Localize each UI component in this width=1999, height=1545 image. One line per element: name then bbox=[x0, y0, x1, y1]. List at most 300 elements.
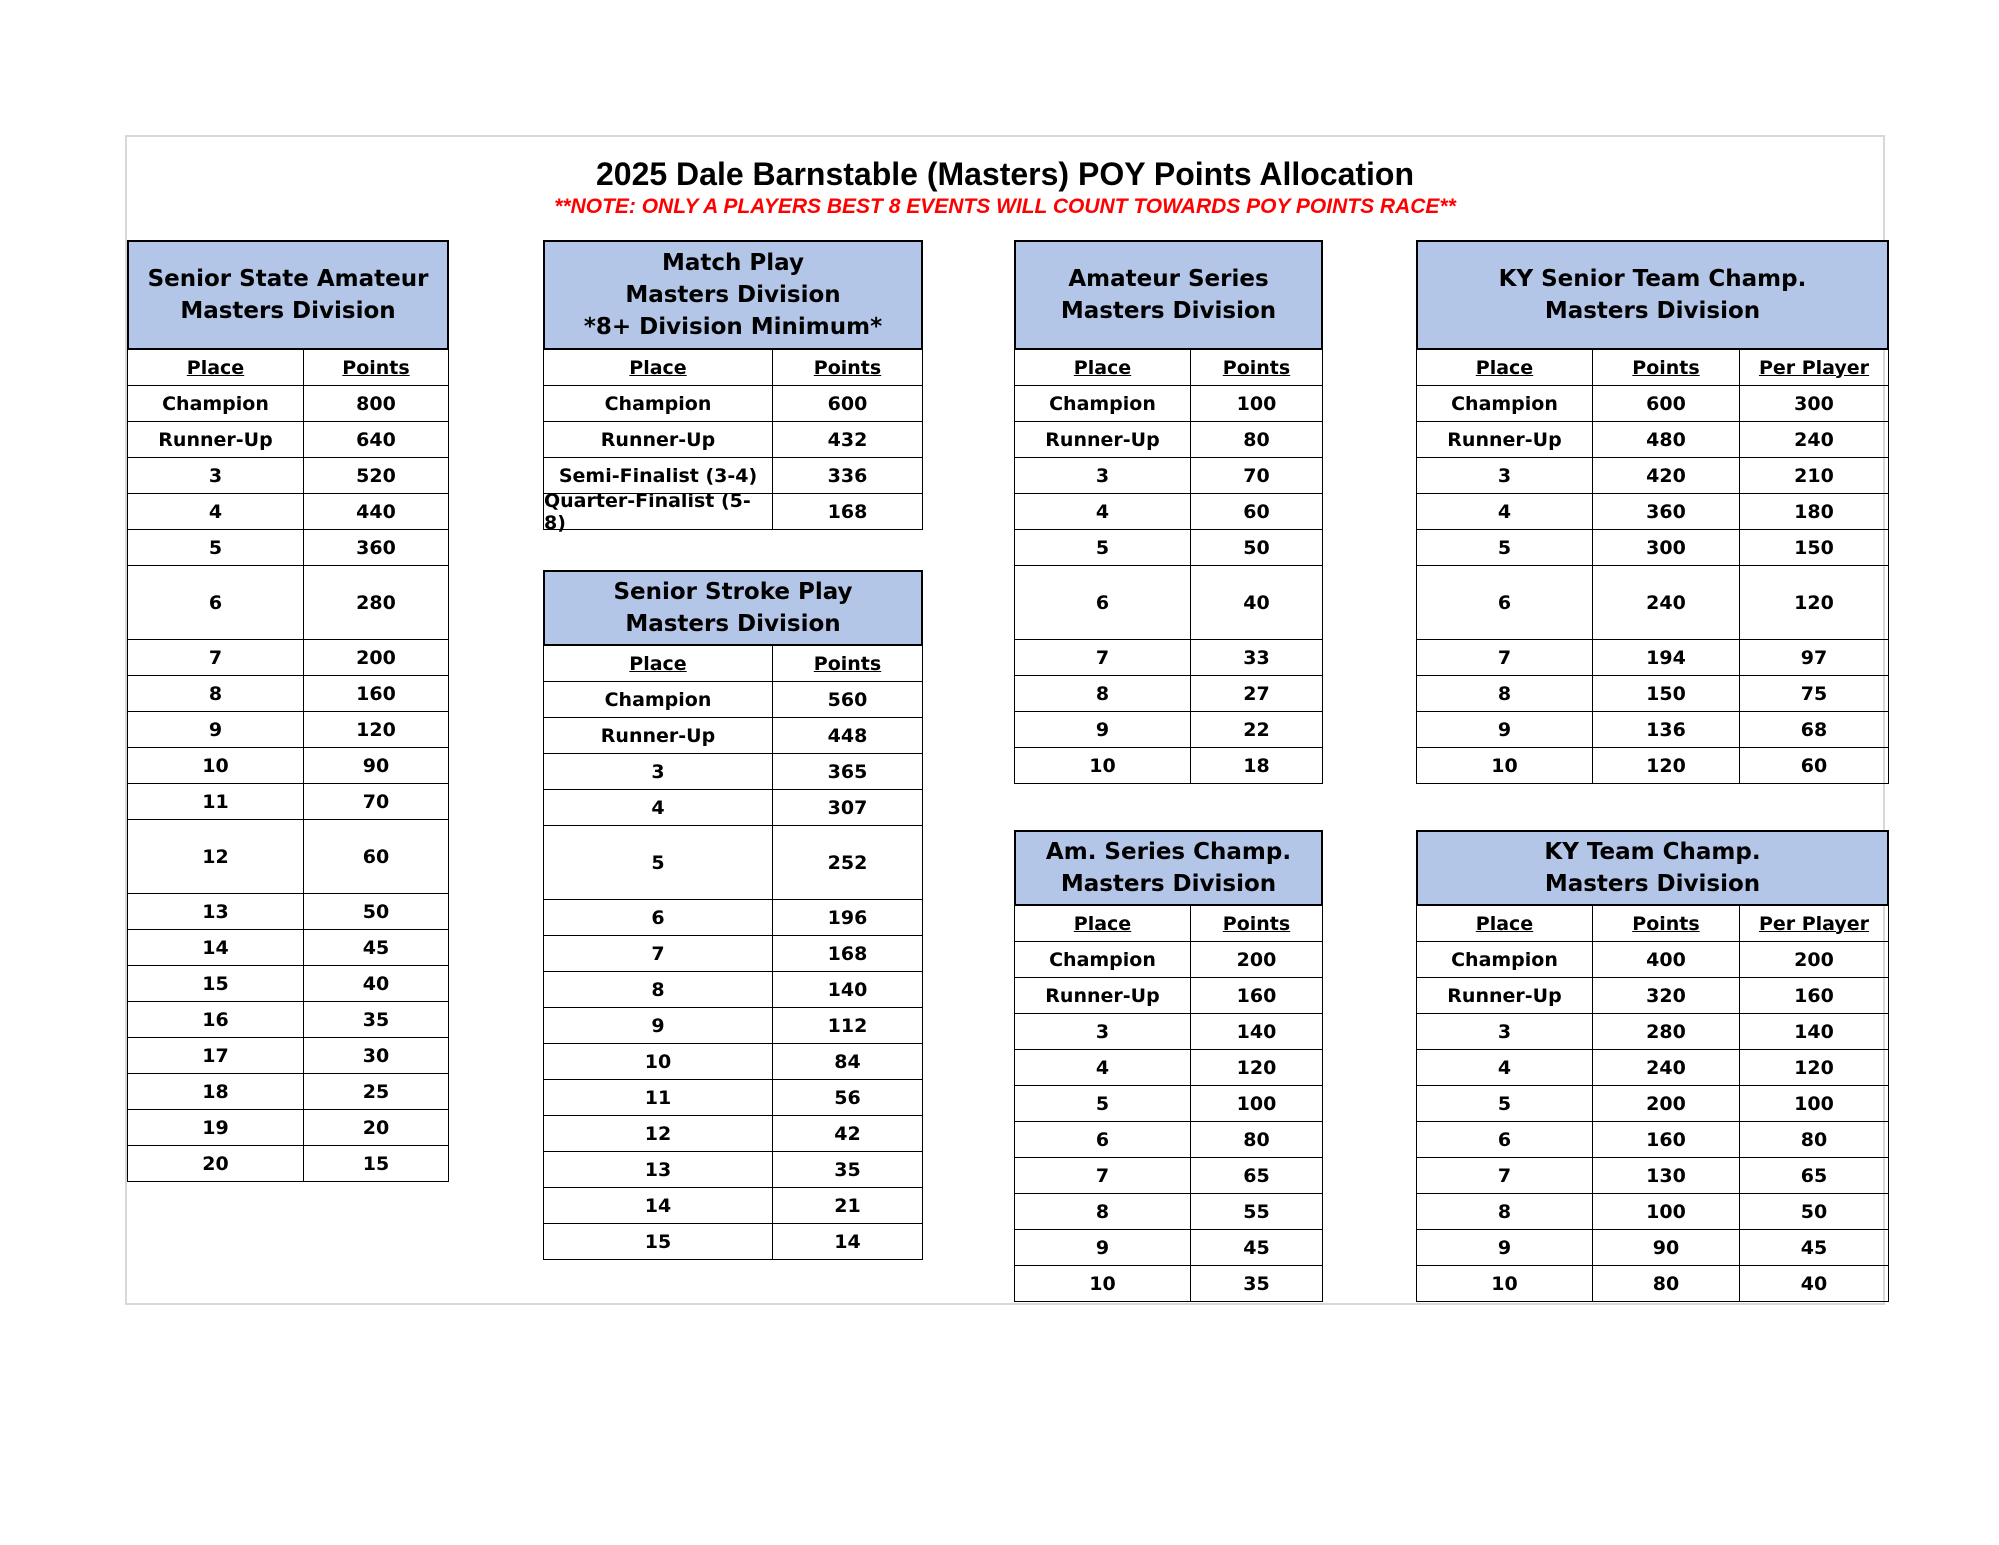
place-cell: 7 bbox=[1014, 1157, 1191, 1194]
place-cell: 5 bbox=[1014, 1085, 1191, 1122]
points-cell: 50 bbox=[1190, 529, 1323, 566]
place-cell: 3 bbox=[127, 457, 304, 494]
column-header: Place bbox=[543, 349, 773, 386]
column-header: Place bbox=[1416, 349, 1593, 386]
points-cell: 42 bbox=[772, 1115, 923, 1152]
points-cell: 252 bbox=[772, 825, 923, 900]
table-row bbox=[1014, 1266, 1323, 1302]
page-title: 2025 Dale Barnstable (Masters) POY Points Allocation bbox=[595, 156, 1415, 192]
column-header: Points bbox=[1190, 905, 1323, 942]
table-title-line: Masters Division bbox=[1060, 871, 1277, 897]
points-cell: 432 bbox=[772, 421, 923, 458]
place-cell: 5 bbox=[1416, 1085, 1593, 1122]
points-cell: 800 bbox=[303, 385, 449, 422]
column-header: Points bbox=[772, 645, 923, 682]
points-cell: 160 bbox=[303, 675, 449, 712]
points-cell: 18 bbox=[1190, 747, 1323, 784]
place-cell: 14 bbox=[543, 1187, 773, 1224]
table-row bbox=[1416, 640, 1889, 676]
table-row bbox=[543, 489, 923, 534]
table-row bbox=[1014, 530, 1323, 566]
points-cell: 14 bbox=[772, 1223, 923, 1260]
per-player-cell: 120 bbox=[1739, 1049, 1889, 1086]
senior-state-amateur-table bbox=[127, 240, 449, 1182]
per-player-cell: 120 bbox=[1739, 565, 1889, 640]
place-cell: 19 bbox=[127, 1109, 304, 1146]
column-header-row bbox=[1416, 906, 1889, 942]
place-cell: 6 bbox=[1014, 1121, 1191, 1158]
column-header: Points bbox=[1592, 905, 1740, 942]
place-cell: Semi-Finalist (3-4) bbox=[543, 457, 773, 494]
points-cell: 360 bbox=[1592, 493, 1740, 530]
points-cell: 320 bbox=[1592, 977, 1740, 1014]
table-row bbox=[127, 712, 449, 748]
place-cell: Runner-Up bbox=[127, 421, 304, 458]
points-cell: 33 bbox=[1190, 639, 1323, 676]
per-player-cell: 65 bbox=[1739, 1157, 1889, 1194]
table-title-line: Amateur Series bbox=[1068, 266, 1269, 292]
table-row bbox=[127, 1002, 449, 1038]
per-player-cell: 150 bbox=[1739, 529, 1889, 566]
table-row bbox=[1416, 494, 1889, 530]
place-cell: 4 bbox=[1416, 493, 1593, 530]
column-header: Place bbox=[543, 645, 773, 682]
points-cell: 35 bbox=[1190, 1265, 1323, 1302]
points-cell: 80 bbox=[1190, 1121, 1323, 1158]
table-row bbox=[543, 1224, 923, 1260]
column-header: Points bbox=[303, 349, 449, 386]
points-cell: 440 bbox=[303, 493, 449, 530]
table-row bbox=[127, 494, 449, 530]
place-cell: 11 bbox=[127, 783, 304, 820]
per-player-cell: 97 bbox=[1739, 639, 1889, 676]
table-row bbox=[1416, 1194, 1889, 1230]
points-cell: 160 bbox=[1592, 1121, 1740, 1158]
points-cell: 100 bbox=[1592, 1193, 1740, 1230]
place-cell: 4 bbox=[1014, 493, 1191, 530]
match-play-table bbox=[543, 240, 923, 534]
place-cell: 7 bbox=[543, 935, 773, 972]
place-cell: 8 bbox=[1416, 675, 1593, 712]
table-row bbox=[1014, 1014, 1323, 1050]
place-cell: 7 bbox=[127, 639, 304, 676]
place-cell: Champion bbox=[1416, 941, 1593, 978]
table-row bbox=[543, 790, 923, 826]
place-cell: 5 bbox=[127, 529, 304, 566]
place-cell: Runner-Up bbox=[1014, 977, 1191, 1014]
place-cell: Champion bbox=[543, 385, 773, 422]
points-cell: 90 bbox=[303, 747, 449, 784]
table-row bbox=[127, 748, 449, 784]
points-cell: 240 bbox=[1592, 1049, 1740, 1086]
points-cell: 70 bbox=[303, 783, 449, 820]
place-cell: 3 bbox=[1014, 1013, 1191, 1050]
per-player-cell: 50 bbox=[1739, 1193, 1889, 1230]
table-row bbox=[1014, 566, 1323, 640]
table-row bbox=[1416, 942, 1889, 978]
points-cell: 520 bbox=[303, 457, 449, 494]
place-cell: 7 bbox=[1416, 639, 1593, 676]
table-row bbox=[1416, 1014, 1889, 1050]
place-cell: 9 bbox=[1014, 711, 1191, 748]
table-row bbox=[1416, 386, 1889, 422]
table-row bbox=[1416, 1122, 1889, 1158]
points-cell: 40 bbox=[303, 965, 449, 1002]
table-header bbox=[127, 240, 449, 350]
place-cell: 8 bbox=[1014, 1193, 1191, 1230]
points-cell: 150 bbox=[1592, 675, 1740, 712]
place-cell: 8 bbox=[127, 675, 304, 712]
place-cell: 10 bbox=[1416, 1265, 1593, 1302]
place-cell: 10 bbox=[1416, 747, 1593, 784]
table-row bbox=[127, 784, 449, 820]
column-header-row bbox=[127, 350, 449, 386]
points-cell: 200 bbox=[1190, 941, 1323, 978]
table-row bbox=[543, 1044, 923, 1080]
table-row bbox=[127, 820, 449, 894]
place-cell: 6 bbox=[543, 899, 773, 936]
points-cell: 15 bbox=[303, 1145, 449, 1182]
place-cell: 9 bbox=[1014, 1229, 1191, 1266]
per-player-cell: 45 bbox=[1739, 1229, 1889, 1266]
points-cell: 80 bbox=[1190, 421, 1323, 458]
table-row bbox=[127, 1110, 449, 1146]
table-row bbox=[1014, 1050, 1323, 1086]
place-cell: Champion bbox=[1014, 941, 1191, 978]
place-cell: 6 bbox=[1014, 565, 1191, 640]
table-row bbox=[127, 1146, 449, 1182]
table-row bbox=[1014, 1230, 1323, 1266]
table-row bbox=[1014, 386, 1323, 422]
am-series-champ-table bbox=[1014, 830, 1323, 1302]
place-cell: Runner-Up bbox=[543, 717, 773, 754]
table-row bbox=[543, 1152, 923, 1188]
points-cell: 21 bbox=[772, 1187, 923, 1224]
table-row bbox=[1014, 640, 1323, 676]
table-title-line: Senior Stroke Play bbox=[613, 579, 853, 605]
points-cell: 420 bbox=[1592, 457, 1740, 494]
column-header: Points bbox=[1592, 349, 1740, 386]
place-cell: 12 bbox=[543, 1115, 773, 1152]
senior-stroke-play-table bbox=[543, 570, 923, 1260]
place-cell: 15 bbox=[127, 965, 304, 1002]
table-row bbox=[1014, 494, 1323, 530]
table-row bbox=[127, 422, 449, 458]
place-cell: 9 bbox=[127, 711, 304, 748]
place-cell: 9 bbox=[543, 1007, 773, 1044]
points-cell: 640 bbox=[303, 421, 449, 458]
ky-team-table bbox=[1416, 830, 1889, 1302]
table-row bbox=[127, 676, 449, 712]
points-cell: 20 bbox=[303, 1109, 449, 1146]
points-cell: 80 bbox=[1592, 1265, 1740, 1302]
table-row bbox=[127, 930, 449, 966]
table-row bbox=[1014, 422, 1323, 458]
place-cell: 6 bbox=[127, 565, 304, 640]
table-row bbox=[1014, 748, 1323, 784]
table-header bbox=[543, 570, 923, 646]
points-cell: 160 bbox=[1190, 977, 1323, 1014]
points-cell: 480 bbox=[1592, 421, 1740, 458]
table-row bbox=[543, 422, 923, 458]
table-header bbox=[1416, 830, 1889, 906]
table-row bbox=[1416, 1086, 1889, 1122]
points-cell: 100 bbox=[1190, 385, 1323, 422]
note-text: **NOTE: ONLY A PLAYERS BEST 8 EVENTS WILL COUNT TOWARDS POY POINTS RACE** bbox=[554, 195, 1456, 218]
place-cell: Runner-Up bbox=[1416, 977, 1593, 1014]
table-title-line: Masters Division bbox=[1544, 871, 1761, 897]
place-cell: 13 bbox=[127, 893, 304, 930]
place-cell: 3 bbox=[543, 753, 773, 790]
table-row bbox=[127, 640, 449, 676]
table-header bbox=[1416, 240, 1889, 350]
place-cell: Champion bbox=[543, 681, 773, 718]
table-title-line: Match Play bbox=[662, 250, 804, 276]
table-row bbox=[1416, 458, 1889, 494]
points-cell: 55 bbox=[1190, 1193, 1323, 1230]
per-player-cell: 100 bbox=[1739, 1085, 1889, 1122]
column-header: Per Player bbox=[1739, 349, 1889, 386]
place-cell: 18 bbox=[127, 1073, 304, 1110]
table-title-line: *8+ Division Minimum* bbox=[583, 314, 883, 340]
points-cell: 168 bbox=[772, 935, 923, 972]
per-player-cell: 80 bbox=[1739, 1121, 1889, 1158]
column-header: Place bbox=[1416, 905, 1593, 942]
column-header: Points bbox=[772, 349, 923, 386]
table-row bbox=[127, 1074, 449, 1110]
points-cell: 140 bbox=[772, 971, 923, 1008]
per-player-cell: 300 bbox=[1739, 385, 1889, 422]
table-row bbox=[1014, 978, 1323, 1014]
table-row bbox=[1014, 676, 1323, 712]
points-cell: 35 bbox=[303, 1001, 449, 1038]
points-cell: 600 bbox=[1592, 385, 1740, 422]
place-cell: 10 bbox=[1014, 747, 1191, 784]
points-cell: 65 bbox=[1190, 1157, 1323, 1194]
column-header-row bbox=[543, 646, 923, 682]
place-cell: 4 bbox=[1014, 1049, 1191, 1086]
points-cell: 50 bbox=[303, 893, 449, 930]
per-player-cell: 75 bbox=[1739, 675, 1889, 712]
table-title-line: Senior State Amateur bbox=[147, 266, 429, 292]
table-row bbox=[1014, 1122, 1323, 1158]
points-cell: 196 bbox=[772, 899, 923, 936]
place-cell: 17 bbox=[127, 1037, 304, 1074]
per-player-cell: 68 bbox=[1739, 711, 1889, 748]
points-cell: 280 bbox=[1592, 1013, 1740, 1050]
place-cell: 10 bbox=[543, 1043, 773, 1080]
place-cell: 4 bbox=[1416, 1049, 1593, 1086]
place-cell: 5 bbox=[543, 825, 773, 900]
table-title-line: KY Senior Team Champ. bbox=[1498, 266, 1807, 292]
points-cell: 200 bbox=[1592, 1085, 1740, 1122]
table-row bbox=[543, 682, 923, 718]
points-cell: 300 bbox=[1592, 529, 1740, 566]
table-title-line: Masters Division bbox=[625, 282, 841, 308]
table-row bbox=[543, 1080, 923, 1116]
place-cell: 16 bbox=[127, 1001, 304, 1038]
table-title-line: Am. Series Champ. bbox=[1045, 839, 1292, 865]
points-cell: 600 bbox=[772, 385, 923, 422]
table-title-line: Masters Division bbox=[1544, 298, 1761, 324]
table-row bbox=[1416, 1050, 1889, 1086]
table-title-line: Masters Division bbox=[1060, 298, 1277, 324]
table-row bbox=[127, 386, 449, 422]
table-row bbox=[1014, 458, 1323, 494]
place-cell: 10 bbox=[127, 747, 304, 784]
column-header-row bbox=[1416, 350, 1889, 386]
table-header bbox=[1014, 240, 1323, 350]
amateur-series-table bbox=[1014, 240, 1323, 784]
table-row bbox=[127, 530, 449, 566]
table-row bbox=[1416, 1266, 1889, 1302]
table-row bbox=[1416, 422, 1889, 458]
column-header: Points bbox=[1190, 349, 1323, 386]
column-header: Per Player bbox=[1739, 905, 1889, 942]
place-cell: 13 bbox=[543, 1151, 773, 1188]
place-cell: 4 bbox=[543, 789, 773, 826]
table-row bbox=[543, 754, 923, 790]
points-cell: 45 bbox=[303, 929, 449, 966]
points-cell: 84 bbox=[772, 1043, 923, 1080]
points-cell: 194 bbox=[1592, 639, 1740, 676]
place-cell: 6 bbox=[1416, 565, 1593, 640]
table-row bbox=[1416, 1230, 1889, 1266]
points-cell: 25 bbox=[303, 1073, 449, 1110]
points-cell: 22 bbox=[1190, 711, 1323, 748]
per-player-cell: 210 bbox=[1739, 457, 1889, 494]
points-cell: 140 bbox=[1190, 1013, 1323, 1050]
per-player-cell: 140 bbox=[1739, 1013, 1889, 1050]
place-cell: 7 bbox=[1416, 1157, 1593, 1194]
column-header-row bbox=[1014, 350, 1323, 386]
table-row bbox=[543, 386, 923, 422]
points-cell: 120 bbox=[1592, 747, 1740, 784]
points-cell: 360 bbox=[303, 529, 449, 566]
place-cell: Champion bbox=[127, 385, 304, 422]
points-cell: 45 bbox=[1190, 1229, 1323, 1266]
table-row bbox=[127, 1038, 449, 1074]
points-cell: 136 bbox=[1592, 711, 1740, 748]
place-cell: Champion bbox=[1416, 385, 1593, 422]
table-row bbox=[1416, 712, 1889, 748]
place-cell: 8 bbox=[1416, 1193, 1593, 1230]
points-cell: 240 bbox=[1592, 565, 1740, 640]
place-cell: 8 bbox=[543, 971, 773, 1008]
points-cell: 100 bbox=[1190, 1085, 1323, 1122]
place-cell: 9 bbox=[1416, 1229, 1593, 1266]
per-player-cell: 160 bbox=[1739, 977, 1889, 1014]
per-player-cell: 60 bbox=[1739, 747, 1889, 784]
points-cell: 27 bbox=[1190, 675, 1323, 712]
table-row bbox=[127, 458, 449, 494]
points-cell: 56 bbox=[772, 1079, 923, 1116]
place-cell: 10 bbox=[1014, 1265, 1191, 1302]
place-cell: 14 bbox=[127, 929, 304, 966]
column-header: Place bbox=[127, 349, 304, 386]
place-cell: 9 bbox=[1416, 711, 1593, 748]
points-cell: 560 bbox=[772, 681, 923, 718]
points-cell: 60 bbox=[1190, 493, 1323, 530]
table-row bbox=[127, 566, 449, 640]
points-cell: 336 bbox=[772, 457, 923, 494]
table-header bbox=[1014, 830, 1323, 906]
place-cell: 8 bbox=[1014, 675, 1191, 712]
table-row bbox=[1014, 1086, 1323, 1122]
table-title-line: Masters Division bbox=[625, 611, 841, 637]
points-cell: 70 bbox=[1190, 457, 1323, 494]
place-cell: 6 bbox=[1416, 1121, 1593, 1158]
points-cell: 120 bbox=[1190, 1049, 1323, 1086]
table-row bbox=[1416, 1158, 1889, 1194]
table-header bbox=[543, 240, 923, 350]
points-cell: 365 bbox=[772, 753, 923, 790]
ky-senior-team-table bbox=[1416, 240, 1889, 784]
points-cell: 168 bbox=[772, 493, 923, 530]
table-row bbox=[1014, 1158, 1323, 1194]
place-cell: Runner-Up bbox=[1014, 421, 1191, 458]
table-title-line: Masters Division bbox=[180, 298, 396, 324]
points-cell: 307 bbox=[772, 789, 923, 826]
place-cell: 4 bbox=[127, 493, 304, 530]
place-cell: 3 bbox=[1416, 457, 1593, 494]
column-header: Place bbox=[1014, 905, 1191, 942]
place-cell: 7 bbox=[1014, 639, 1191, 676]
points-cell: 400 bbox=[1592, 941, 1740, 978]
table-row bbox=[1416, 748, 1889, 784]
per-player-cell: 240 bbox=[1739, 421, 1889, 458]
table-title-line: KY Team Champ. bbox=[1544, 839, 1761, 865]
place-cell: Runner-Up bbox=[543, 421, 773, 458]
per-player-cell: 40 bbox=[1739, 1265, 1889, 1302]
place-cell: Champion bbox=[1014, 385, 1191, 422]
place-cell: 5 bbox=[1416, 529, 1593, 566]
points-cell: 120 bbox=[303, 711, 449, 748]
column-header-row bbox=[1014, 906, 1323, 942]
table-row bbox=[1014, 1194, 1323, 1230]
title-block bbox=[127, 140, 1883, 219]
table-row bbox=[543, 826, 923, 900]
table-row bbox=[543, 900, 923, 936]
table-row bbox=[543, 1188, 923, 1224]
per-player-cell: 200 bbox=[1739, 941, 1889, 978]
table-row bbox=[1416, 676, 1889, 712]
points-cell: 448 bbox=[772, 717, 923, 754]
place-cell: 11 bbox=[543, 1079, 773, 1116]
column-header: Place bbox=[1014, 349, 1191, 386]
table-row bbox=[1014, 712, 1323, 748]
place-cell: 5 bbox=[1014, 529, 1191, 566]
place-cell: 3 bbox=[1416, 1013, 1593, 1050]
points-cell: 280 bbox=[303, 565, 449, 640]
table-row bbox=[1416, 978, 1889, 1014]
points-cell: 60 bbox=[303, 819, 449, 894]
points-cell: 130 bbox=[1592, 1157, 1740, 1194]
table-row bbox=[1014, 942, 1323, 978]
table-row bbox=[543, 718, 923, 754]
table-row bbox=[543, 972, 923, 1008]
table-row bbox=[127, 966, 449, 1002]
place-cell: Quarter-Finalist (5-8) bbox=[543, 493, 773, 530]
place-cell: 3 bbox=[1014, 457, 1191, 494]
place-cell: 12 bbox=[127, 819, 304, 894]
per-player-cell: 180 bbox=[1739, 493, 1889, 530]
table-row bbox=[543, 1116, 923, 1152]
points-cell: 200 bbox=[303, 639, 449, 676]
points-cell: 112 bbox=[772, 1007, 923, 1044]
table-row bbox=[543, 1008, 923, 1044]
table-row bbox=[1416, 530, 1889, 566]
